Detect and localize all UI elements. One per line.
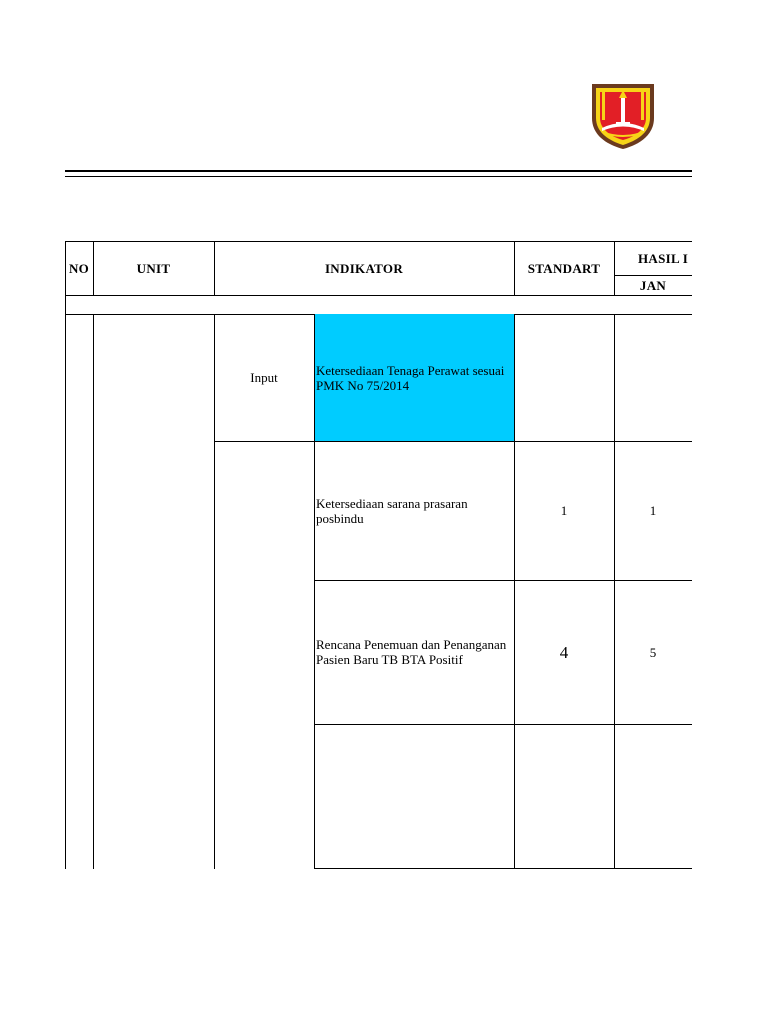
- spacer-left-border: [65, 295, 66, 315]
- category-input: Input: [250, 370, 278, 385]
- category-cell: [214, 441, 314, 580]
- body-col-divider: [93, 314, 94, 869]
- header-rule-thick: [65, 170, 692, 172]
- indicator-text: [314, 724, 512, 868]
- col-header-no: NO: [68, 260, 90, 276]
- standard-value: [514, 314, 614, 441]
- indicator-text: Ketersediaan Tenaga Perawat sesuai PMK No 75/2014: [316, 362, 505, 393]
- jan-value: [614, 314, 692, 441]
- header-bottom-border: [65, 295, 692, 296]
- col-header-standart: STANDART: [527, 260, 601, 276]
- body-left-border: [65, 314, 66, 869]
- standard-value: 1: [560, 503, 568, 518]
- jan-value: 1: [649, 503, 657, 518]
- indicator-text: Rencana Penemuan dan Penanganan Pasien Baru TB BTA Positif: [316, 637, 507, 667]
- col-header-indikator: INDIKATOR: [324, 260, 404, 276]
- indicator-text: Ketersediaan sarana prasaran posbindu: [316, 495, 468, 526]
- jan-value: [614, 724, 692, 868]
- row-divider: [514, 868, 692, 869]
- col-header-unit: UNIT: [136, 260, 171, 276]
- header-rule-thin: [65, 176, 692, 177]
- city-emblem-icon: [590, 82, 656, 150]
- col-header-hasil: HASIL I: [638, 250, 689, 266]
- col-header-jan: JAN: [639, 277, 667, 293]
- row-divider: [314, 868, 514, 869]
- standard-value: 4: [559, 642, 569, 662]
- standard-value: [514, 724, 614, 868]
- jan-value: 5: [649, 644, 657, 660]
